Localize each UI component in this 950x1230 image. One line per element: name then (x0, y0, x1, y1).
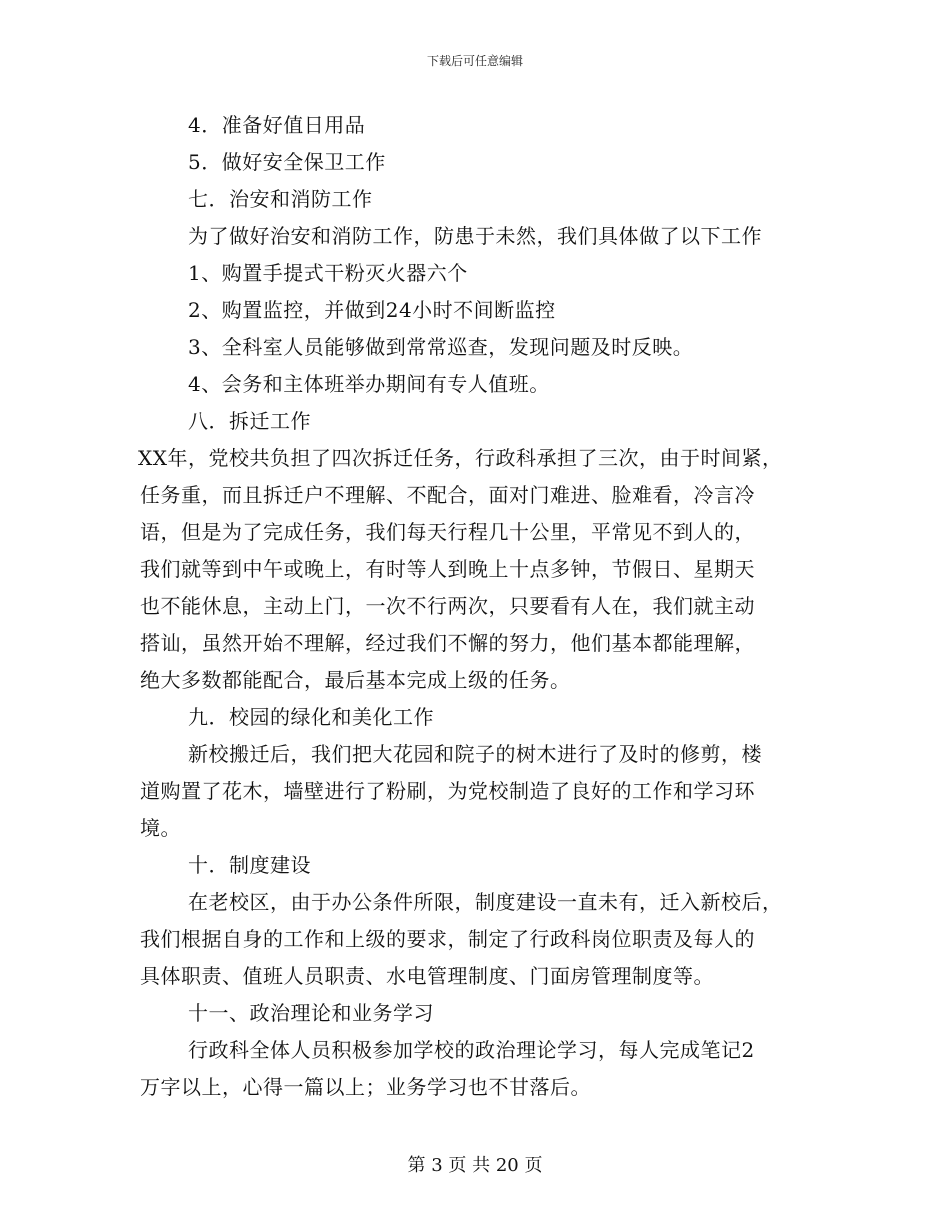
text-line: 搭讪，虽然开始不理解，经过我们不懈的努力，他们基本都能理解， (140, 631, 755, 655)
text-line: 境。 (140, 816, 181, 840)
text-line: 为了做好治安和消防工作，防患于未然，我们具体做了以下工作 (188, 224, 762, 248)
text-line: 七．治安和消防工作 (188, 187, 373, 211)
text-line: 绝大多数都能配合，最后基本完成上级的任务。 (140, 668, 571, 692)
text-line: 新校搬迁后，我们把大花园和院子的树木进行了及时的修剪，楼 (188, 742, 762, 766)
page-number-footer: 第 3 页 共 20 页 (407, 1155, 543, 1176)
text-line: 行政科全体人员积极参加学校的政治理论学习，每人完成笔记2 (188, 1038, 755, 1062)
text-line: 语，但是为了完成任务，我们每天行程几十公里，平常见不到人的， (140, 520, 755, 544)
document-body (140, 107, 820, 1106)
text-line: 1、购置手提式干粉灭火器六个 (188, 261, 468, 285)
text-line: 任务重，而且拆迁户不理解、不配合，面对门难进、脸难看，冷言冷 (140, 483, 755, 507)
text-line: 4．准备好值日用品 (188, 113, 366, 137)
text-line: 4、会务和主体班举办期间有专人值班。 (188, 372, 550, 396)
text-line: 八．拆迁工作 (188, 409, 311, 433)
text-line: 2、购置监控，并做到24小时不间断监控 (188, 298, 556, 322)
text-line: 万字以上，心得一篇以上；业务学习也不甘落后。 (140, 1075, 591, 1099)
text-line: 5．做好安全保卫工作 (188, 150, 386, 174)
text-line: XX年，党校共负担了四次拆迁任务，行政科承担了三次，由于时间紧， (138, 446, 783, 470)
text-line: 具体职责、值班人员职责、水电管理制度、门面房管理制度等。 (140, 964, 714, 988)
text-line: 道购置了花木，墙壁进行了粉刷，为党校制造了良好的工作和学习环 (140, 779, 755, 803)
text-line: 九．校园的绿化和美化工作 (188, 705, 434, 729)
text-line: 在老校区，由于办公条件所限，制度建设一直未有，迁入新校后， (188, 890, 783, 914)
text-line: 3、全科室人员能够做到常常巡查，发现问题及时反映。 (188, 335, 694, 359)
text-line: 也不能休息，主动上门，一次不行两次，只要看有人在，我们就主动 (140, 594, 755, 618)
text-line: 十一、政治理论和业务学习 (188, 1001, 434, 1025)
page-header: 下载后可任意编辑 (426, 54, 523, 68)
text-line: 十．制度建设 (188, 853, 311, 877)
text-line: 我们根据自身的工作和上级的要求，制定了行政科岗位职责及每人的 (140, 927, 755, 951)
text-line: 我们就等到中午或晚上，有时等人到晚上十点多钟，节假日、星期天 (140, 557, 755, 581)
